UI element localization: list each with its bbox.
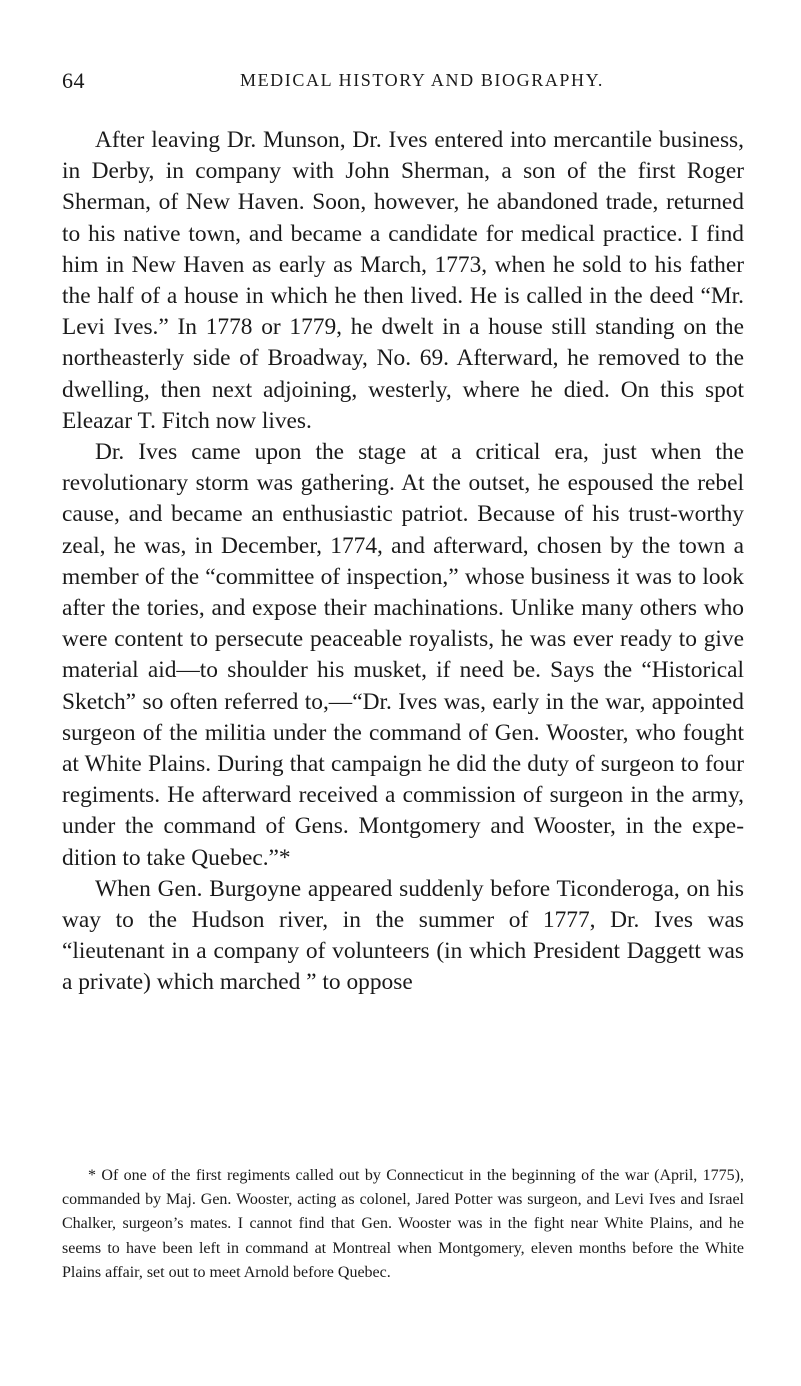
body-text bbox=[62, 125, 744, 999]
paragraph-2: Dr. Ives came upon the stage at a critical era, just when the revolutionary storm was gathering. At the outset, he espoused the rebel cause, and became an enthusiastic patriot. Because of his trust-worthy zeal, he was, in December, 1774, and afterward, chosen by the town a member of the “committee of inspection,” whose business it was to look after the tories, and expose their machinations. Unlike many others who were content to persecute peaceable royalists, he was ever ready to give material aid—to shoulder his musket, if need be. Says the “Historical Sketch” so often referred to,—“Dr. Ives was, early in the war, appointed surgeon of the militia under the command of Gen. Wooster, who fought at White Plains. During that campaign he did the duty of surgeon to four regiments. He afterward received a commission of surgeon in the army, under the command of Gens. Montgomery and Wooster, in the expedition to take Quebec.”* bbox=[62, 439, 744, 871]
page-header bbox=[62, 68, 742, 98]
paragraph-1: After leaving Dr. Munson, Dr. Ives entered into mercantile business, in Derby, in company with John Sherman, a son of the first Roger Sherman, of New Haven. Soon, however, he abandoned trade, returned to his native town, and became a candidate for medical practice. I find him in New Haven as early as March, 1773, when he sold to his father the half of a house in which he then lived. He is called in the deed “Mr. Levi Ives.” In 1778 or 1779, he dwelt in a house still standing on the northeasterly side of Broadway, No. 69. Afterward, he removed to the dwelling, then next adjoining, westerly, where he died. On this spot Eleazar T. Fitch now lives. bbox=[62, 127, 744, 434]
page-number: 64 bbox=[62, 68, 85, 93]
footnote: * Of one of the first regiments called out by Connecticut in the beginning of the war (April, 1775), commanded by Maj. Gen. Wooster, acting as colonel, Jared Potter was surgeon, and Levi Ives and Israel Chalker, surgeon’s mates. I cannot find that Gen. Wooster was in the fight near White Plains, and he seems to have been left in command at Montreal when Montgomery, eleven months before the White Plains affair, set out to meet Arnold before Quebec. bbox=[62, 1167, 744, 1281]
running-head: MEDICAL HISTORY AND BIOGRAPHY. bbox=[239, 70, 605, 90]
paragraph-3: When Gen. Burgoyne appeared suddenly before Ticonderoga, on his way to the Hudson river, in the summer of 1777, Dr. Ives was “lieutenant in a company of volunteers (in which President Daggett was a private) which marched ” to oppose bbox=[62, 875, 744, 996]
